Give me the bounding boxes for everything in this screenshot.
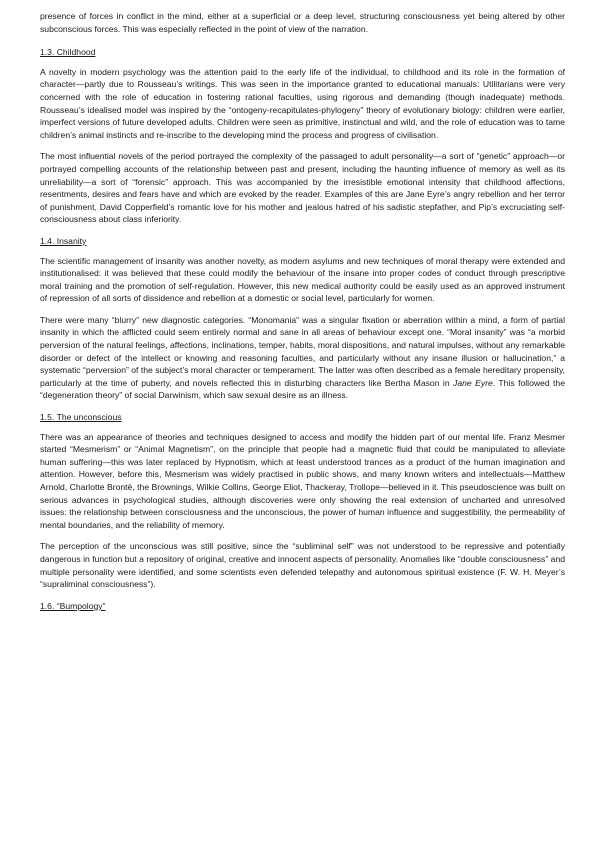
heading-insanity: 1.4. Insanity	[40, 235, 87, 246]
paragraph-insanity-1: The scientific management of insanity was another novelty, as modern asylums and new techniques of moral therapy were extended and institutionalised: it was believed that these could modify the behaviour of the insane into proper codes of conduct through prescriptive moral training and the promotion of self-regulation. However, this new medical authority could be easily used as an approved instrument of repression of all sorts of dissidence and rebellion at a domestic or social level, particularly for women.	[40, 255, 565, 304]
document-page	[40, 10, 565, 619]
paragraph-unconscious-1: There was an appearance of theories and techniques designed to access and modify the hidden part of our mental life. Franz Mesmer started “Mesmerism” or “Animal Magnetism”, on the principle that people had a magnetic fluid that could be manipulated to alleviate human suffering—this was later replaced by Hypnotism, which at least understood trances as a product of the human imagination and attention. However, before this, Mesmerism was widely practised in public shows, and many known writers and intellectuals—Matthew Arnold, Charlotte Brontë, the Brownings, Wilkie Collins, George Eliot, Thackeray, Trollope—believed in it. This pseudoscience was built on serious advances in psychological studies, although discoveries were only showing the real extension of uncharted and unresolved issues: the relationship between consciousness and the unconscious, the power of human influence and suggestibility, the permeability of mental boundaries, and the reliability of memory.	[40, 431, 565, 530]
paragraph-unconscious-2: The perception of the unconscious was still positive, since the “subliminal self” was not understood to be repressive and potentially dangerous in function but a repository of original, creative and innocent aspects of personality. Anomalies like “double consciousness” and multiple personality were identified, and some scientists even defended telepathy and autonomous spiritual existence (F. W. H. Meyer’s “supraliminal consciousness”).	[40, 541, 565, 590]
paragraph-intro: presence of forces in conflict in the mind, either at a superficial or a deep level, structuring consciousness yet being altered by other subconscious forces. This was especially reflected in the point of view of the narration.	[40, 11, 565, 34]
paragraph-childhood-1: A novelty in modern psychology was the attention paid to the early life of the individual, to childhood and its role in the formation of character—partly due to Rousseau’s writings. This was seen in the importance granted to educational manuals: Utilitarians were very concerned with the role of education in fostering rational faculties, using rigorous and demanding (though inadequate) methods. Rousseau’s idealised model was inspired by the “ontogeny-recapitulates-phylogeny” theory of evolutionary biology: children were earlier, imperfect versions of future developed adults. Children were seen as primitive, instinctual and wild, and the role of education was to tame children’s animal instincts and re-inscribe to the developing mind the process and progress of civilisation.	[40, 66, 565, 140]
book-title-jane-eyre: Jane Eyre	[453, 377, 493, 388]
heading-bumpology: 1.6. “Bumpology”	[40, 600, 106, 611]
paragraph-childhood-2: The most influential novels of the period portrayed the complexity of the passaged to adult personality—a sort of “genetic” approach—or portrayed compelling accounts of the relationship between past and present, including the haunting influence of memory as well as its unreliability—a sort of “forensic” approach. This was accompanied by the irresistible emotional intensity that childhood affections, resentments, desires and fears have and which are evoked by the reader. Examples of this are Jane Eyre’s angry rebellion and her terror of punishment, David Copperfield’s romantic love for his mother and jealous hatred of his sadistic stepfather, and Pip’s excruciating self-consciousness about class inferiority.	[40, 151, 565, 225]
paragraph-insanity-2	[40, 314, 565, 402]
insanity-text-b: . This followed the “degeneration theory” of social Darwinism, which saw sexual desire as an illness.	[40, 377, 565, 401]
heading-unconscious: 1.5. The unconscious	[40, 412, 122, 423]
insanity-text-a: There were many “blurry” new diagnostic categories. “Monomania” was a singular fixation or aberration within a mind, a form of partial insanity in which the afflicted could seem entirely normal and sane in all areas of behaviour except one. “Moral insanity” was “a morbid perversion of the natural feelings, affections, inclinations, temper, habits, moral dispositions, and natural impulses, without any remarkable disorder or defect of the intellect or knowing and reasoning faculties, and particularly without any insane illusion or hallucination,” a systematic “perversion” of the subject’s moral character or temperament. The latter was often described as a female hereditary propensity, particularly at the time of puberty, and novels reflected this in disturbing characters like Bertha Mason in	[40, 314, 565, 388]
heading-childhood: 1.3. Childhood	[40, 47, 96, 58]
